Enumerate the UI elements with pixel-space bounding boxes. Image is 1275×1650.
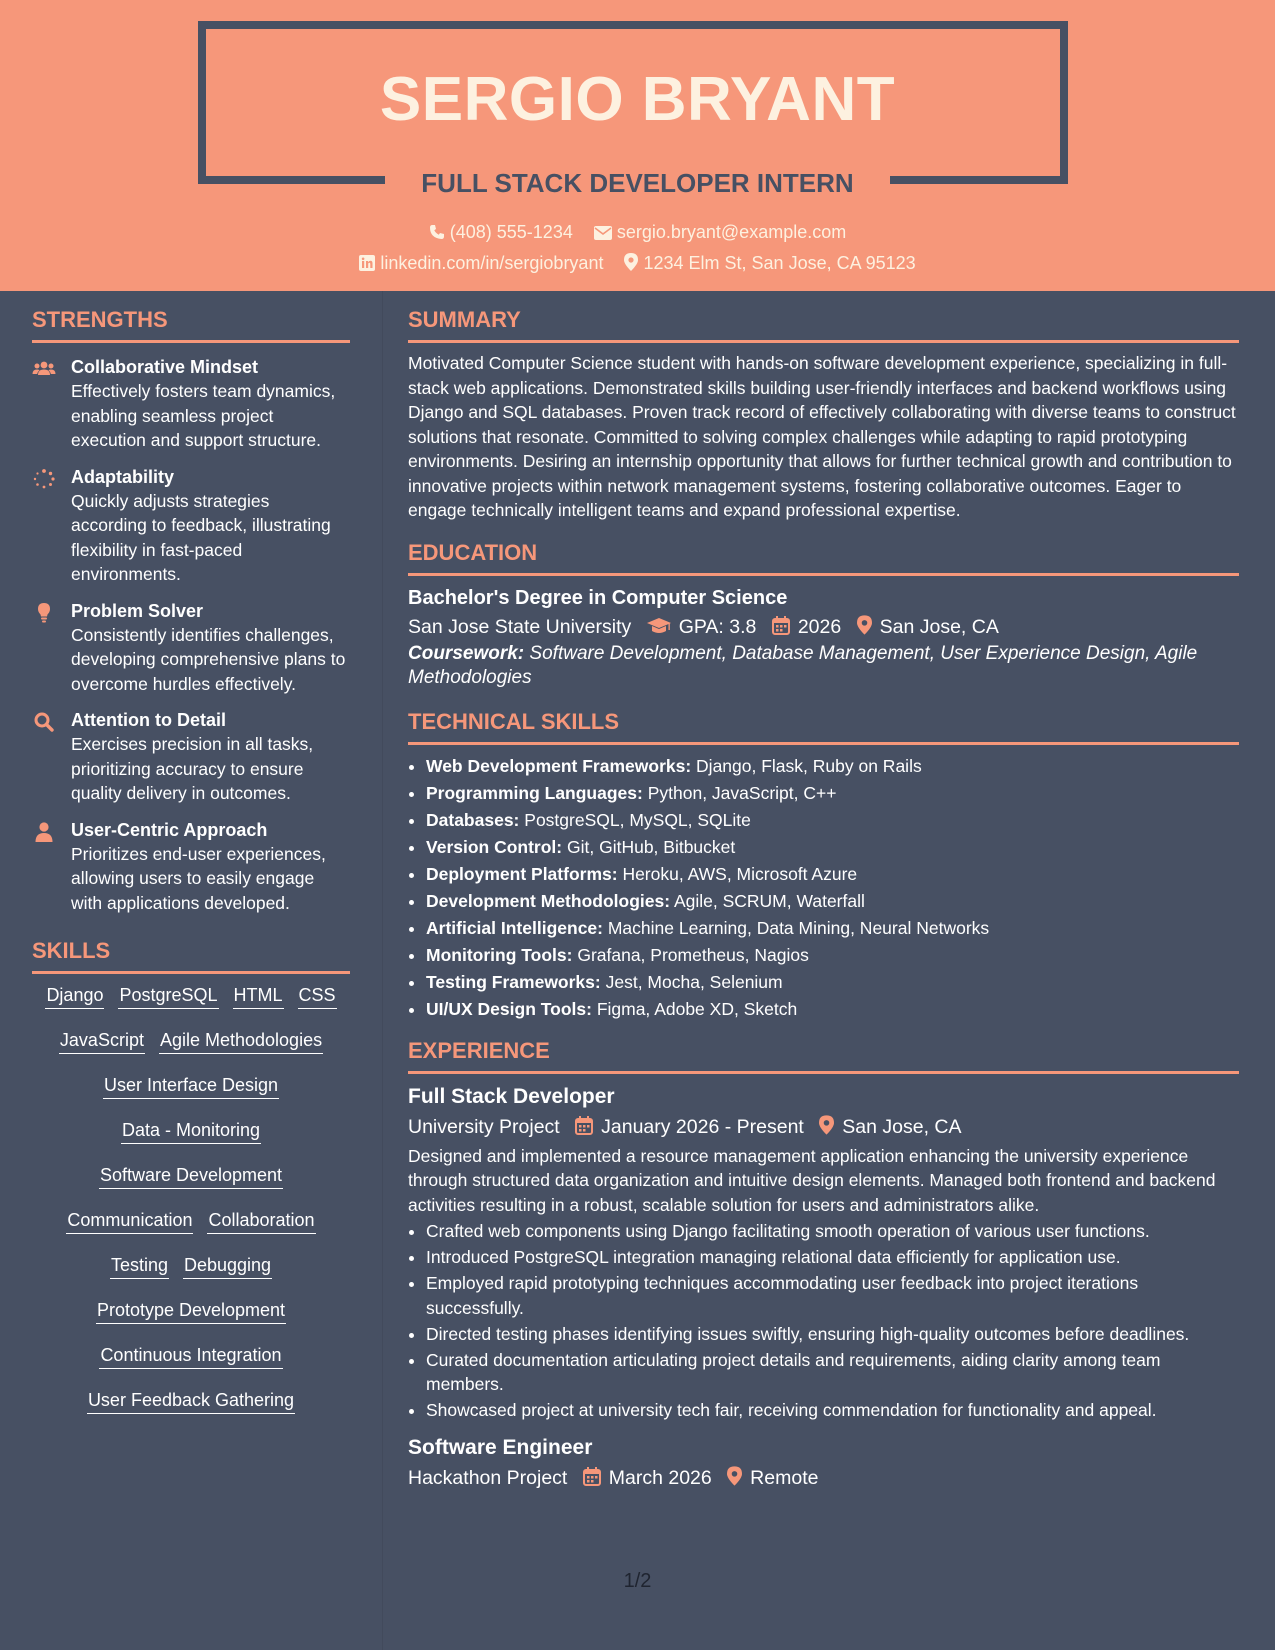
linkedin-text: linkedin.com/in/sergiobryant — [380, 253, 604, 273]
technical-skills-list — [408, 753, 1239, 1023]
gpa-item — [647, 612, 757, 642]
education-heading: EDUCATION — [408, 533, 1239, 576]
strength-item — [32, 818, 350, 916]
strength-item — [32, 599, 350, 697]
skill-row — [32, 1117, 350, 1162]
gpa-text: GPA: 3.8 — [678, 615, 757, 638]
contact-row-2 — [0, 251, 1275, 275]
technical-skills-heading: TECHNICAL SKILLS — [408, 702, 1239, 745]
skill-label: Version Control: — [426, 836, 563, 857]
job-meta — [408, 1112, 1239, 1142]
job-bullets — [408, 1219, 1239, 1423]
skill-value: Git, GitHub, Bitbucket — [567, 836, 736, 857]
skill-value: PostgreSQL, MySQL, SQLite — [524, 809, 751, 830]
job-org: Hackathon Project — [408, 1466, 568, 1489]
skill-tag: Django — [45, 982, 104, 1009]
column-divider — [382, 291, 383, 1650]
dates-item — [575, 1112, 804, 1142]
spinner-icon — [32, 469, 56, 489]
address-text: 1234 Elm St, San Jose, CA 95123 — [643, 253, 916, 273]
school-name: San Jose State University — [408, 615, 632, 638]
skill-row — [32, 982, 350, 1027]
skill-value: Figma, Adobe XD, Sketch — [596, 998, 798, 1019]
skill-tag: Data - Monitoring — [121, 1117, 261, 1144]
strength-desc: Exercises precision in all tasks, prioritizing accuracy to ensure quality delivery in outcomes. — [71, 734, 314, 803]
skill-value: Machine Learning, Data Mining, Neural Networks — [607, 917, 990, 938]
skill-tag: User Interface Design — [103, 1072, 279, 1099]
skill-label: Deployment Platforms: — [426, 863, 618, 884]
skill-row — [32, 1387, 350, 1432]
skill-value: Agile, SCRUM, Waterfall — [673, 890, 865, 911]
map-pin-icon — [857, 615, 872, 635]
job-title: Software Engineer — [408, 1435, 593, 1459]
strength-title: Collaborative Mindset — [71, 357, 259, 377]
right-column — [408, 300, 1239, 1493]
skill-row — [32, 1297, 350, 1342]
summary-heading: SUMMARY — [408, 300, 1239, 343]
email-text: sergio.bryant@example.com — [616, 222, 847, 242]
strength-title: Problem Solver — [71, 600, 204, 621]
address-contact — [624, 251, 915, 275]
skill-tag: Collaboration — [207, 1207, 315, 1234]
location-item — [727, 1463, 818, 1493]
skill-label: Web Development Frameworks: — [426, 755, 692, 776]
skill-tag: User Feedback Gathering — [87, 1387, 295, 1414]
skill-label: Development Methodologies: — [426, 890, 671, 911]
linkedin-contact[interactable] — [359, 251, 603, 275]
skill-label: Artificial Intelligence: — [426, 917, 603, 938]
calendar-icon — [772, 616, 790, 635]
list-item — [426, 780, 1239, 807]
job-title: Full Stack Developer — [408, 1084, 615, 1108]
left-column — [32, 300, 350, 1432]
strengths-heading: STRENGTHS — [32, 300, 350, 343]
skill-value: Grafana, Prometheus, Nagios — [577, 944, 809, 965]
list-item — [426, 942, 1239, 969]
skill-row — [32, 1027, 350, 1072]
lightbulb-icon — [32, 603, 56, 623]
summary-text: Motivated Computer Science student with hands-on software development experience, specializing in full-stack web applications. Demonstrated skills building user-friendly interfaces and backend workflows using Django and SQL databases. Proven track record of effectively collaborating with diverse teams to construct solutions that resonate. Committed to solving complex challenges while adapting to rapid prototyping environments. Desiring an internship opportunity that allows for further technical growth and contribution to innovative projects within network management systems, fostering collaborative outcomes. Eager to engage technically intelligent teams and expand professional expertise. — [408, 353, 1236, 520]
strength-desc: Quickly adjusts strategies according to feedback, illustrating flexibility in fast-paced environments. — [71, 490, 331, 584]
education-meta — [408, 612, 1239, 642]
skill-tag: JavaScript — [59, 1027, 145, 1054]
list-item — [426, 753, 1239, 780]
strength-desc: Effectively fosters team dynamics, enabling seamless project execution and support structure. — [71, 381, 336, 450]
strength-title: Attention to Detail — [71, 710, 226, 730]
dates-item — [583, 1463, 712, 1493]
year-item — [772, 612, 841, 642]
skill-label: Monitoring Tools: — [426, 944, 573, 965]
skill-row — [32, 1342, 350, 1387]
skill-value: Heroku, AWS, Microsoft Azure — [622, 863, 858, 884]
map-pin-icon — [727, 1466, 742, 1486]
map-pin-icon — [624, 253, 638, 271]
skill-value: Jest, Mocha, Selenium — [605, 971, 783, 992]
strength-title: Adaptability — [71, 466, 175, 487]
map-pin-icon — [819, 1115, 834, 1135]
graduation-cap-icon — [647, 618, 671, 635]
list-item: • Showcased project at university tech fair, receiving commendation for functionality and appeal. — [426, 1398, 1239, 1423]
candidate-name: SERGIO BRYANT — [379, 65, 896, 134]
location-text: San Jose, CA — [842, 1115, 962, 1138]
skill-label: UI/UX Design Tools: — [426, 998, 592, 1019]
list-item: • Introduced PostgreSQL integration managing relational data efficiently for application use. — [426, 1245, 1239, 1270]
skill-value: Python, JavaScript, C++ — [647, 782, 837, 803]
job-description: Designed and implemented a resource management application enhancing the university experience through structured data organization and intuitive design elements. Managed both frontend and backend activities resulting in a robust, scalable solution for users and administrators alike. — [408, 1145, 1216, 1215]
skill-row — [32, 1207, 350, 1252]
skill-value: Django, Flask, Ruby on Rails — [696, 755, 922, 776]
list-item: • Crafted web components using Django facilitating smooth operation of various user functions. — [426, 1219, 1239, 1244]
skill-label: Programming Languages: — [426, 782, 643, 803]
linkedin-icon — [359, 255, 375, 271]
skills-heading: SKILLS — [32, 931, 350, 974]
user-icon — [32, 822, 56, 842]
skill-tag: HTML — [233, 982, 284, 1009]
envelope-icon — [594, 226, 612, 240]
phone-contact — [429, 220, 573, 244]
resume-header — [0, 0, 1275, 291]
skill-label: Testing Frameworks: — [426, 971, 601, 992]
search-icon — [32, 712, 56, 732]
strength-item — [32, 708, 350, 806]
users-icon — [32, 359, 56, 379]
page-number: 1/2 — [623, 1570, 652, 1592]
degree-title: Bachelor's Degree in Computer Science — [408, 586, 788, 609]
list-item — [426, 996, 1239, 1023]
skills-list — [32, 982, 350, 1432]
coursework-text: Software Development, Database Management, User Experience Design, Agile Methodologies — [408, 642, 1198, 688]
skill-tag: CSS — [298, 982, 337, 1009]
phone-icon — [429, 224, 445, 240]
skill-tag: Communication — [66, 1207, 193, 1234]
list-item — [426, 807, 1239, 834]
coursework — [408, 642, 1239, 690]
coursework-label: Coursework: — [408, 642, 525, 664]
skill-row — [32, 1072, 350, 1117]
list-item — [426, 915, 1239, 942]
dates-text: March 2026 — [608, 1466, 712, 1489]
location-item — [857, 612, 999, 642]
strength-item — [32, 465, 350, 587]
skill-row — [32, 1162, 350, 1207]
dates-text: January 2026 - Present — [601, 1115, 804, 1138]
strength-item — [32, 355, 350, 453]
location-item — [819, 1112, 961, 1142]
strength-desc: Consistently identifies challenges, developing comprehensive plans to overcome hurdles effectively. — [71, 624, 346, 694]
list-item — [426, 861, 1239, 888]
list-item — [426, 969, 1239, 996]
skill-label: Databases: — [426, 809, 520, 830]
strength-title: User-Centric Approach — [71, 819, 268, 840]
skill-tag: Debugging — [183, 1252, 272, 1279]
list-item: • Employed rapid prototyping techniques accommodating user feedback into project iterations successfully. — [426, 1271, 1239, 1320]
skill-tag: Software Development — [99, 1162, 283, 1189]
skill-tag: Agile Methodologies — [159, 1027, 323, 1054]
calendar-icon — [575, 1116, 593, 1135]
year-text: 2026 — [797, 615, 842, 638]
strength-desc: Prioritizes end-user experiences, allowing users to easily engage with applications developed. — [71, 843, 326, 913]
skill-tag: Prototype Development — [96, 1297, 286, 1324]
list-item — [426, 888, 1239, 915]
skill-tag: Continuous Integration — [99, 1342, 282, 1369]
list-item: • Directed testing phases identifying issues swiftly, ensuring high-quality outcomes before deadlines. — [426, 1322, 1239, 1347]
experience-heading: EXPERIENCE — [408, 1031, 1239, 1074]
job-org: University Project — [408, 1115, 560, 1138]
job-title: FULL STACK DEVELOPER INTERN — [421, 168, 854, 198]
skill-row — [32, 1252, 350, 1297]
contact-row-1 — [0, 220, 1275, 244]
location-text: San Jose, CA — [879, 615, 999, 638]
skill-tag: Testing — [110, 1252, 169, 1279]
list-item — [426, 834, 1239, 861]
skill-tag: PostgreSQL — [118, 982, 218, 1009]
calendar-icon — [583, 1467, 601, 1486]
location-text: Remote — [750, 1466, 819, 1489]
email-contact[interactable] — [594, 220, 846, 244]
phone-text: (408) 555-1234 — [449, 222, 573, 242]
job-meta — [408, 1463, 1239, 1493]
list-item: • Curated documentation articulating project details and requirements, aiding clarity among team members. — [426, 1348, 1239, 1397]
